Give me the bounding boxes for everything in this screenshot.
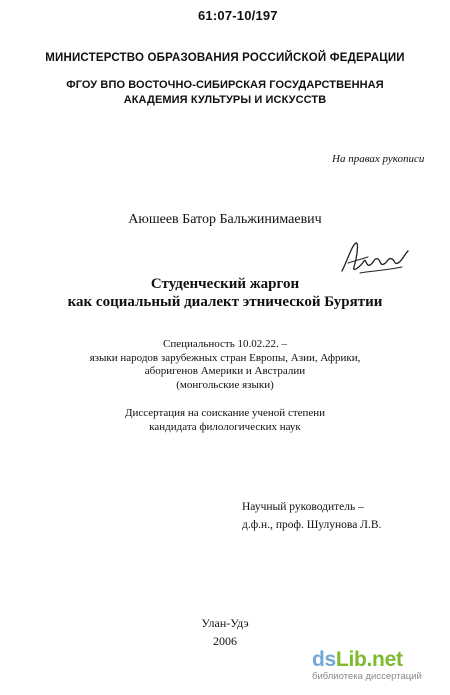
watermark-logo (312, 649, 446, 671)
title-line-1: Студенческий жаргон (150, 276, 300, 292)
author-signature (338, 237, 410, 279)
specialty-line-4: (монгольские языки) (176, 378, 274, 391)
watermark-brand-prefix: ds (312, 648, 336, 671)
year: 2006 (213, 634, 237, 648)
manuscript-rights-note: На правах рукописи (332, 153, 425, 165)
dslib-watermark (312, 649, 446, 682)
ministry-header: МИНИСТЕРСТВО ОБРАЗОВАНИЯ РОССИЙСКОЙ ФЕДЕРАЦИИ (45, 52, 405, 64)
supervisor-label: Научный руководитель – (242, 501, 364, 513)
academy-line-2: АКАДЕМИЯ КУЛЬТУРЫ И ИСКУССТВ (123, 94, 327, 106)
specialty-block (0, 338, 450, 392)
academy-line-1: ФГОУ ВПО ВОСТОЧНО-СИБИРСКАЯ ГОСУДАРСТВЕННАЯ (66, 79, 384, 91)
author-name: Аюшеев Батор Бальжинимаевич (128, 212, 322, 227)
watermark-brand-main: Lib.net (335, 648, 403, 671)
dissertation-title (0, 275, 450, 311)
archive-code: 61:07-10/197 (198, 8, 278, 23)
specialty-line-2: языки народов зарубежных стран Европы, Азии, Африки, (89, 351, 361, 364)
place-and-year (0, 614, 450, 650)
academy-header (0, 78, 450, 108)
watermark-subtitle: библиотека диссертаций (312, 671, 422, 682)
title-line-2: как социальный диалект этнической Бурятии (67, 294, 383, 310)
city: Улан-Удэ (201, 616, 249, 630)
degree-block (0, 407, 450, 434)
degree-line-2: кандидата филологических наук (149, 420, 301, 433)
specialty-line-1: Специальность 10.02.22. – (163, 338, 287, 350)
specialty-line-3: аборигенов Америки и Австралии (144, 365, 306, 377)
supervisor-block (242, 498, 381, 534)
degree-line-1: Диссертация на соискание ученой степени (124, 407, 326, 419)
supervisor-name: д.ф.н., проф. Шулунова Л.В. (242, 519, 382, 531)
